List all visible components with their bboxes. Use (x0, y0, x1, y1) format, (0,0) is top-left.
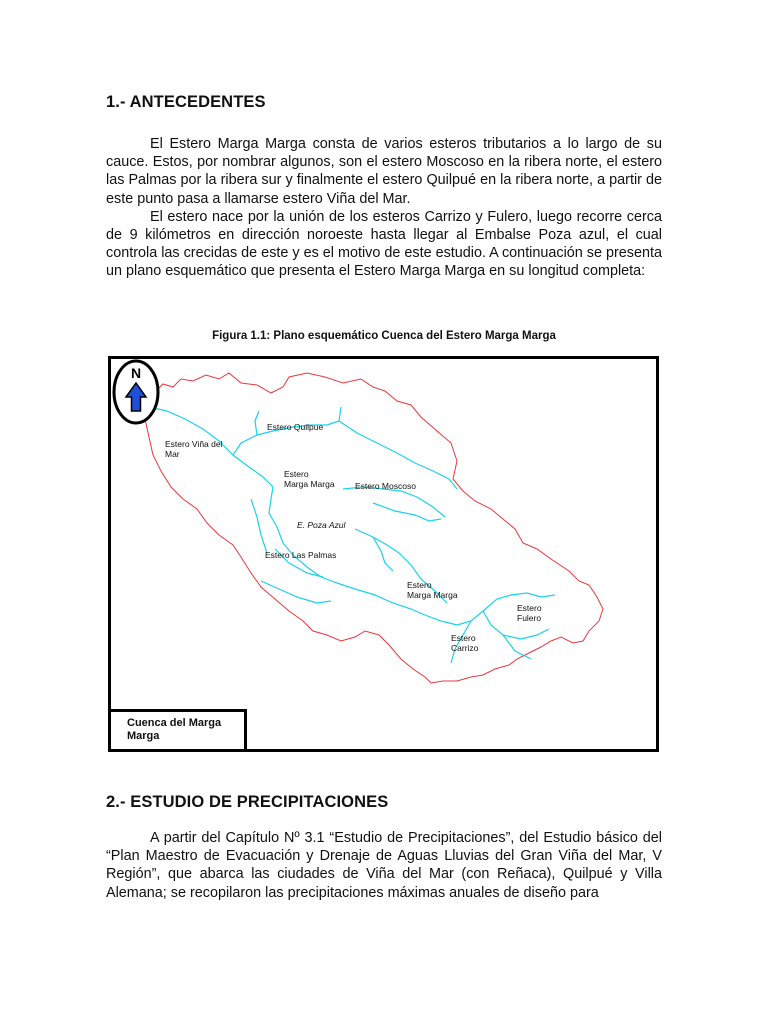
north-arrow-icon (111, 359, 161, 425)
stream-quilpue-branch (255, 411, 259, 435)
label-estero-moscoso: Estero Moscoso (355, 481, 416, 491)
figure-caption: Figura 1.1: Plano esquemático Cuenca del Estero Marga Marga (212, 330, 556, 342)
precip-text (106, 829, 662, 902)
intro-paragraph-1: El Estero Marga Marga consta de varios esteros tributarios a lo largo de su cauce. Estos, por nombrar algunos, son el estero Moscoso en la ribera norte, el estero las Palmas por la ribera sur y finalmente el estero Quilpué en la ribera norte, a partir de este punto pasa a llamarse estero Viña del Mar. (106, 136, 662, 207)
label-estero-carrizo: Estero Carrizo (451, 633, 479, 653)
stream-palmas-b (261, 581, 331, 603)
label-estero-vina-del-mar: Estero Viña del Mar (165, 439, 223, 459)
intro-paragraph-2: El estero nace por la unión de los esteros Carrizo y Fulero, luego recorre cerca de 9 kilómetros en dirección noroeste hasta llegar al Embalse Poza azul, el cual controla las crecidas de este y es el motivo de este estudio. A continuación se presenta un plano esquemático que presenta el Estero Marga Marga en su longitud completa: (106, 208, 662, 280)
stream-quilpue-east (339, 421, 457, 489)
label-estero-marga-marga-upper: Estero Marga Marga (284, 469, 335, 489)
label-poza-azul: E. Poza Azul (297, 520, 346, 530)
section-heading-precipitaciones: 2.- ESTUDIO DE PRECIPITACIONES (106, 793, 389, 811)
map-legend: Cuenca del Marga Marga (111, 709, 247, 749)
precip-paragraph-1: A partir del Capítulo Nº 3.1 “Estudio de Precipitaciones”, del Estudio básico del “Plan Maestro de Evacuación y Drenaje de Aguas Lluvias del Gran Viña del Mar, V Región”, que abarca las ciudades de Viña del Mar (con Reñaca), Quilpué y Villa Alemana; se recopilaron las precipitaciones máximas anuales de diseño para (106, 830, 662, 901)
label-estero-las-palmas: Estero Las Palmas (265, 550, 337, 560)
basin-map (111, 359, 656, 749)
label-estero-fulero: Estero Fulero (517, 603, 542, 623)
north-letter: N (130, 365, 142, 381)
basin-boundary (145, 373, 603, 683)
label-estero-marga-marga-lower: Estero Marga Marga (407, 580, 458, 600)
label-estero-quilpue: Estero Quilpue (267, 422, 324, 432)
stream-palmas-c (251, 499, 267, 553)
section-heading-antecedentes: 1.- ANTECEDENTES (106, 93, 266, 111)
basin-map-figure (108, 356, 659, 752)
stream-moscoso (343, 487, 445, 517)
intro-text (106, 135, 662, 281)
